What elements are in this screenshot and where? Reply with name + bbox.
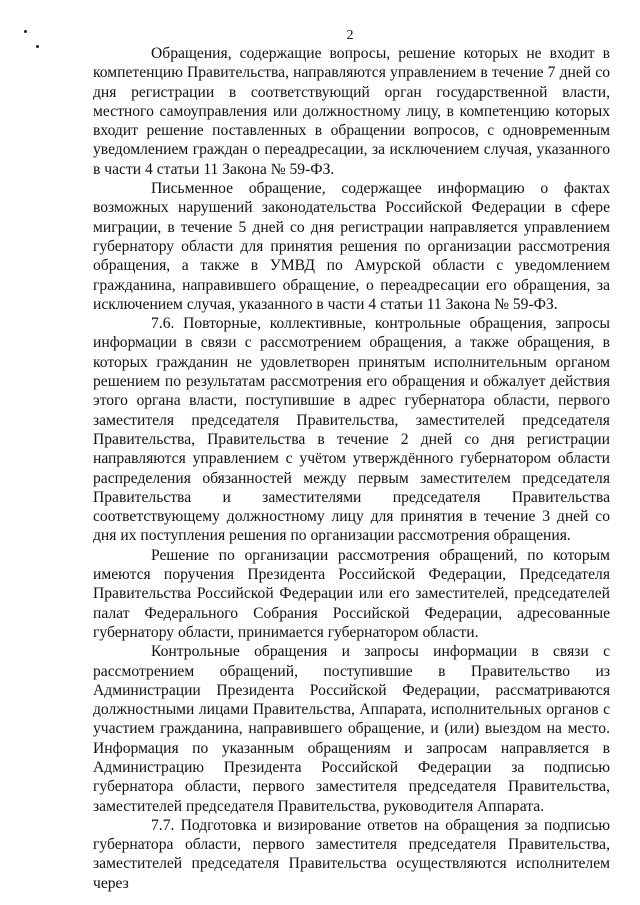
- document-body: [93, 44, 610, 893]
- scan-artifact: [24, 30, 27, 33]
- paragraph-control-appeals: Контрольные обращения и запросы информации в связи с рассмотрением обращений, поступившие в Правительство из Администрации Президента Российской Федерации, рассматриваются должностными лицами Правительства, Аппарата, исполнительных органов с участием гражданина, направившего обращение, и (или) выездом на место. Информация по указанным обращениям и запросам направляется в Администрацию Президента Российской Федерации за подписью губернатора области, первого заместителя председателя Правительства, заместителей председателя Правительства, руководителя Аппарата.: [93, 643, 610, 815]
- paragraph-migration-violations: Письменное обращение, содержащее информацию о фактах возможных нарушений законодательства Российской Федерации в сфере миграции, в течение 5 дней со дня регистрации направляется управлением губернатору области для принятия решения по организации рассмотрения обращения, а также в УМВД по Амурской области с уведомлением гражданина, направившего обращение, о переадресации его обращения, за исключением случая, указанного в части 4 статьи 11 Закона № 59-ФЗ.: [93, 180, 610, 313]
- paragraph-7-6-repeated-appeals: 7.6. Повторные, коллективные, контрольные обращения, запросы информации в связи с рассмотрением обращения, а также обращения, в которых гражданин не удовлетворен принятым исполнительным органом решением по результатам рассмотрения его обращения и обжалует действия этого органа власти, поступившие в адрес губернатора области, первого заместителя председателя Правительства, заместителей председателя Правительства, Правительства в течение 2 дней со дня регистрации направляются управлением с учётом утверждённого губернатором области распределения обязанностей между первым заместителем председателя Правительства и заместителями председателя Правительства соответствующему должностному лицу для принятия в течение 3 дней со дня их поступления решения по организации рассмотрения обращения.: [93, 315, 610, 545]
- paragraph-president-instructions: Решение по организации рассмотрения обращений, по которым имеются поручения Президента Российской Федерации, Председателя Правительства Российской Федерации или его заместителей, председателей палат Федерального Собрания Российской Федерации, адресованные губернатору области, принимается губернатором области.: [93, 546, 610, 641]
- paragraph-7-7-preparation: 7.7. Подготовка и визирование ответов на обращения за подписью губернатора области, первого заместителя председателя Правительства, заместителей председателя Правительства осуществляются исполнителем через: [93, 816, 610, 892]
- page-number: 2: [346, 28, 354, 43]
- scan-artifact: [36, 45, 39, 48]
- paragraph-redirect-competence: Обращения, содержащие вопросы, решение которых не входит в компетенцию Правительства, направляются управлением в течение 7 дней со дня регистрации в соответствующий орган государственной власти, местного самоуправления или должностному лицу, в компетенцию которых входит решение поставленных в обращении вопросов, с одновременным уведомлением граждан о переадресации, за исключением случая, указанного в части 4 статьи 11 Закона № 59-ФЗ.: [93, 45, 610, 178]
